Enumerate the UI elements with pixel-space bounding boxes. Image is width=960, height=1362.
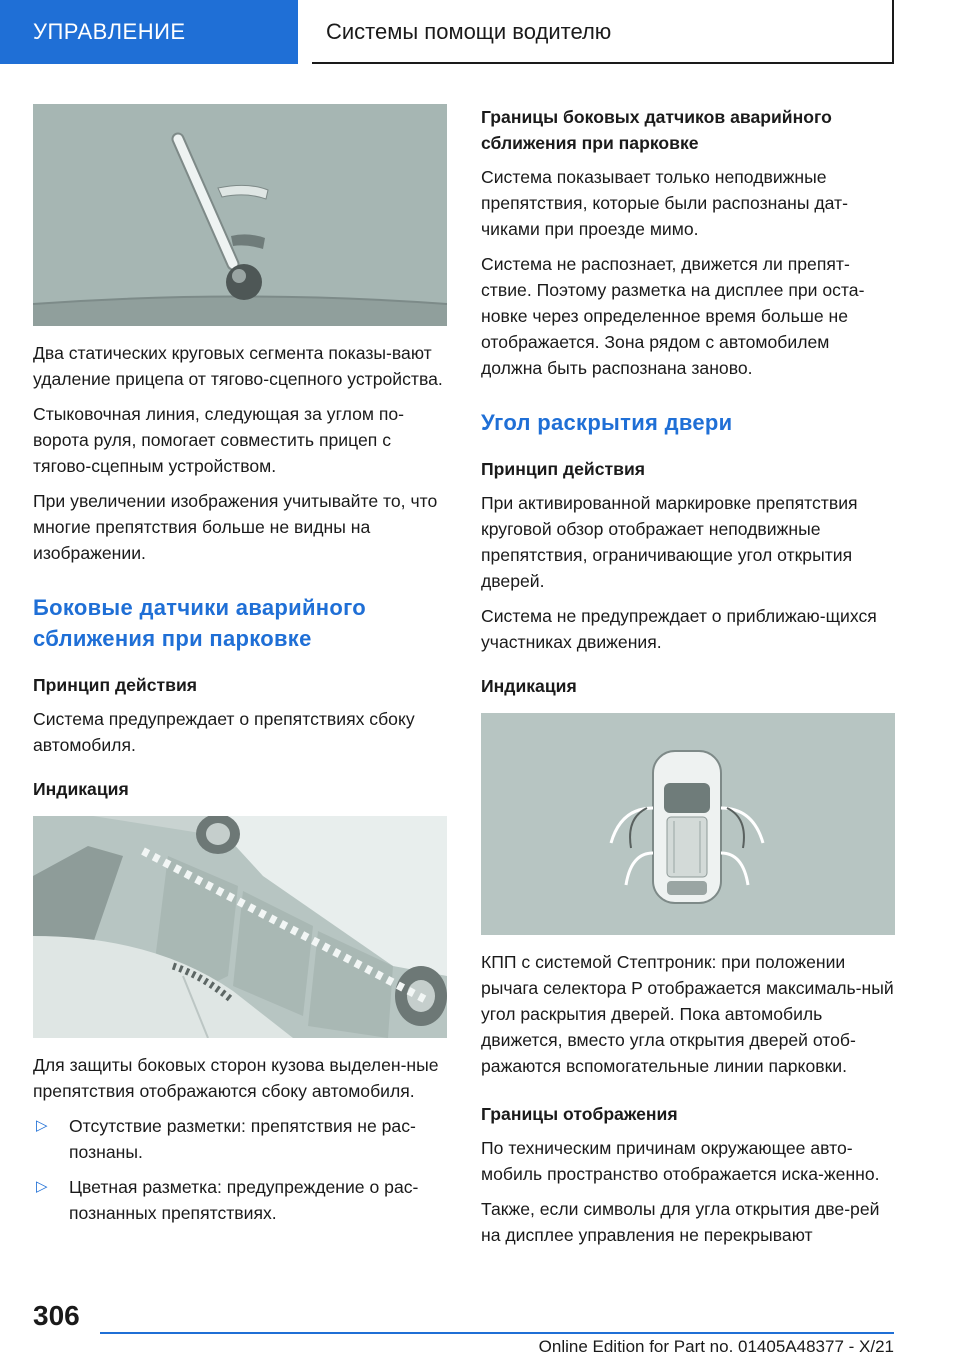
paragraph: Два статических круговых сегмента показы-вают удаление прицепа от тягово-сцепного устройства. <box>33 343 443 389</box>
subheading-side-sensors-limits: Границы боковых датчиков аварийного сближения при парковке <box>481 107 832 153</box>
subheading-display: Индикация <box>481 676 577 696</box>
section-heading-side-sensors: Боковые датчики аварийного сближения при парковке <box>33 595 367 651</box>
triangle-bullet-icon: ▷ <box>36 1117 48 1134</box>
header-section-title: УПРАВЛЕНИЕ <box>0 0 298 64</box>
trailer-coupling-figure <box>33 104 447 326</box>
subheading-principle: Принцип действия <box>33 675 198 695</box>
subheading-display-limits: Границы отображения <box>481 1104 678 1124</box>
paragraph: Также, если символы для угла открытия две-рей на дисплее управления не перекрывают <box>481 1199 880 1245</box>
header-chapter-title: Системы помощи водителю <box>312 0 894 64</box>
footer-edition: Online Edition for Part no. 01405A48377 - X/21 <box>538 1337 894 1356</box>
paragraph: При активированной маркировке препятствия круговой обзор отображает неподвижные препятствия, ограничивающие угол открытия дверей. <box>481 493 858 591</box>
paragraph: КПП с системой Стептроник: при положении рычага селектора P отображается максималь-ный угол раскрытия дверей. Пока автомобиль движется, вместо угла открытия дверей отоб-ражаются вспомогательные линии парковки. <box>481 952 894 1076</box>
paragraph: Система показывает только неподвижные препятствия, которые были распознаны дат-чиками при проезде мимо. <box>481 167 848 239</box>
paragraph: По техническим причинам окружающее авто-мобиль пространство отображается иска-женно. <box>481 1138 880 1184</box>
door-angle-figure <box>481 713 895 935</box>
section-heading-door-angle: Угол раскрытия двери <box>481 410 733 435</box>
paragraph: Система не распознает, движется ли препят-ствие. Поэтому разметка на дисплее при оста-новке через определенное время больше не отображается. Зона рядом с автомобилем должна быть распознана заново. <box>481 254 865 378</box>
paragraph: Для защиты боковых сторон кузова выделен-ные препятствия отображаются сбоку автомобиля. <box>33 1055 439 1101</box>
right-column <box>481 104 895 1257</box>
list-item <box>33 1174 447 1226</box>
subheading-display: Индикация <box>33 779 129 799</box>
paragraph: Система предупреждает о препятствиях сбоку автомобиля. <box>33 709 415 755</box>
paragraph: Система не предупреждает о приближаю-щихся участниках движения. <box>481 606 877 652</box>
page-number: 306 <box>33 1300 80 1331</box>
paragraph: При увеличении изображения учитывайте то, что многие препятствия больше не видны на изображении. <box>33 491 438 563</box>
list-item <box>33 1113 447 1165</box>
list-item-text: Отсутствие разметки: препятствия не рас-познаны. <box>69 1116 416 1162</box>
side-sensors-figure <box>33 816 447 1038</box>
triangle-bullet-icon: ▷ <box>36 1178 48 1195</box>
subheading-principle: Принцип действия <box>481 459 646 479</box>
bullet-list <box>33 1113 447 1226</box>
list-item-text: Цветная разметка: предупреждение о рас-познанных препятствиях. <box>69 1177 419 1223</box>
paragraph: Стыковочная линия, следующая за углом по-ворота руля, помогает совместить прицеп с тягово-сцепным устройством. <box>33 404 405 476</box>
left-column <box>33 104 447 1235</box>
